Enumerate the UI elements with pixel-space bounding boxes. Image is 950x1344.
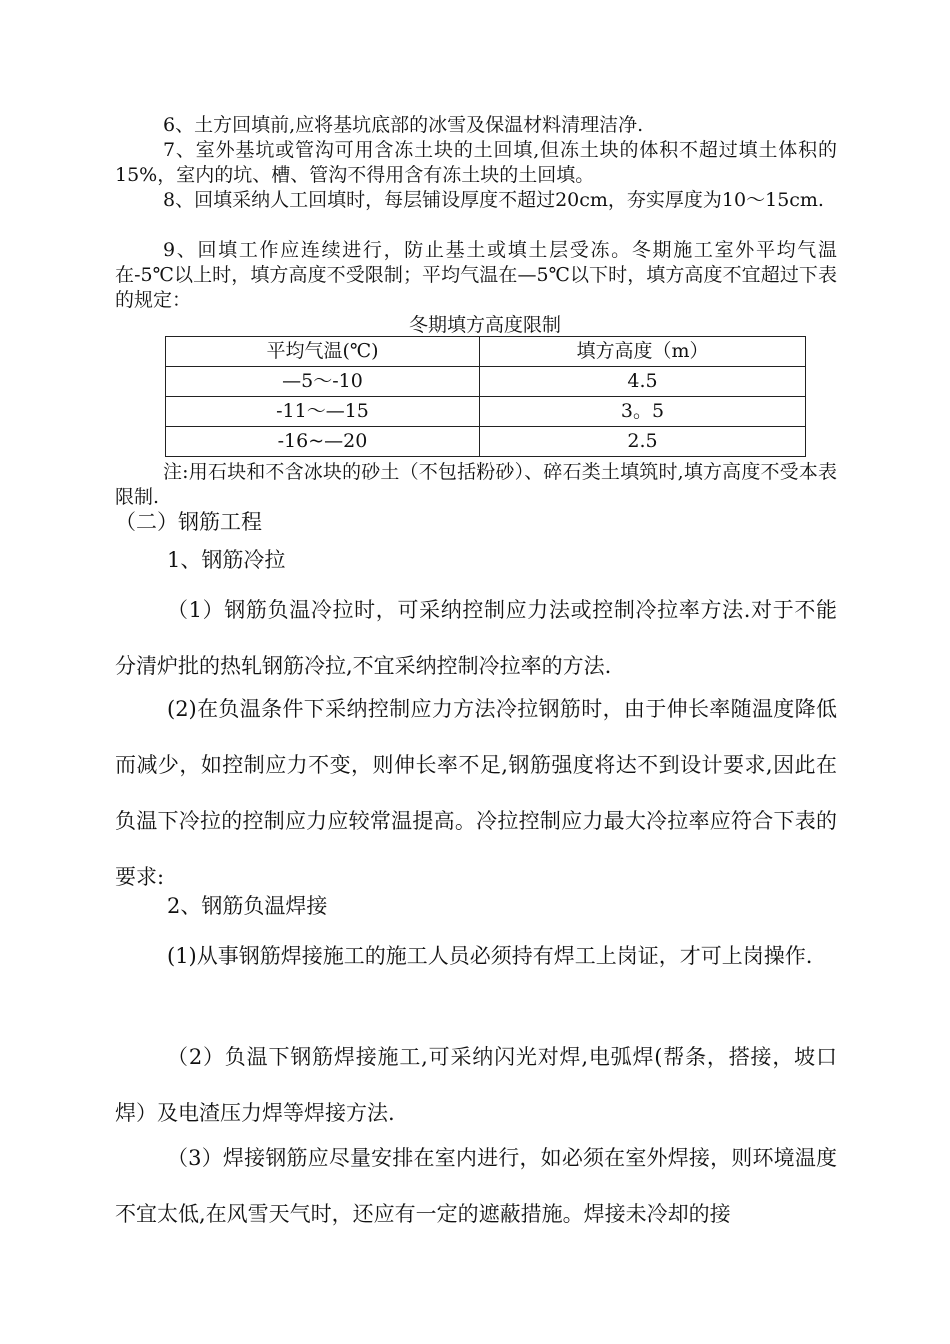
table-row bbox=[166, 427, 806, 457]
paragraph-cold-drawing-1: （1）钢筋负温冷拉时，可采纳控制应力法或控制冷拉率方法.对于不能分清炉批的热轧钢筋冷拉,不宜采纳控制冷拉率的方法. bbox=[115, 598, 837, 678]
paragraph-welding-2: （2）负温下钢筋焊接施工,可采纳闪光对焊,电弧焊(帮条，搭接，坡口焊）及电渣压力焊等焊接方法. bbox=[115, 1045, 837, 1125]
table-cell: 2.5 bbox=[480, 427, 806, 457]
paragraph-item-8: 8、回填采纳人工回填时，每层铺设厚度不超过20cm，夯实厚度为10～15cm. bbox=[163, 189, 824, 211]
section-heading: （二）钢筋工程 bbox=[115, 510, 262, 534]
table-row bbox=[166, 397, 806, 427]
table-note: 注:用石块和不含冰块的砂土（不包括粉砂）、碎石类土填筑时,填方高度不受本表限制. bbox=[115, 461, 837, 508]
paragraph-welding-1: (1)从事钢筋焊接施工的施工人员必须持有焊工上岗证，才可上岗操作. bbox=[167, 944, 813, 968]
table-cell: -16~—20 bbox=[166, 427, 480, 457]
subsection-title-cold-drawing: 1、钢筋冷拉 bbox=[167, 548, 286, 572]
fill-height-table bbox=[165, 336, 806, 457]
table-row bbox=[166, 367, 806, 397]
table-cell: 3。5 bbox=[480, 397, 806, 427]
table-title: 冬期填方高度限制 bbox=[408, 314, 561, 336]
paragraph-welding-3: （3）焊接钢筋应尽量安排在室内进行，如必须在室外焊接，则环境温度不宜太低,在风雪天气时，还应有一定的遮蔽措施。焊接未冷却的接 bbox=[115, 1146, 837, 1226]
paragraph-item-6: 6、土方回填前,应将基坑底部的冰雪及保温材料清理洁净. bbox=[163, 114, 644, 136]
table-cell: 4.5 bbox=[480, 367, 806, 397]
table-cell: -11～—15 bbox=[166, 397, 480, 427]
paragraph-cold-drawing-2: (2)在负温条件下采纳控制应力方法冷拉钢筋时，由于伸长率随温度降低而减少，如控制应力不变，则伸长率不足,钢筋强度将达不到设计要求,因此在负温下冷拉的控制应力应较常温提高。冷拉控制应力最大冷拉率应符合下表的要求: bbox=[115, 697, 837, 889]
table-header-cell: 填方高度（m） bbox=[480, 337, 806, 367]
table-header-row bbox=[166, 337, 806, 367]
paragraph-item-9: 9、回填工作应连续进行，防止基土或填土层受冻。冬期施工室外平均气温在-5℃以上时，填方高度不受限制；平均气温在—5℃以下时，填方高度不宜超过下表的规定： bbox=[115, 239, 837, 311]
table-cell: —5～-10 bbox=[166, 367, 480, 397]
table-header-cell: 平均气温(℃) bbox=[166, 337, 480, 367]
subsection-title-welding: 2、钢筋负温焊接 bbox=[167, 894, 328, 918]
paragraph-item-7: 7、室外基坑或管沟可用含冻土块的土回填,但冻土块的体积不超过填土体积的15%，室内的坑、槽、管沟不得用含有冻土块的土回填。 bbox=[115, 139, 837, 186]
